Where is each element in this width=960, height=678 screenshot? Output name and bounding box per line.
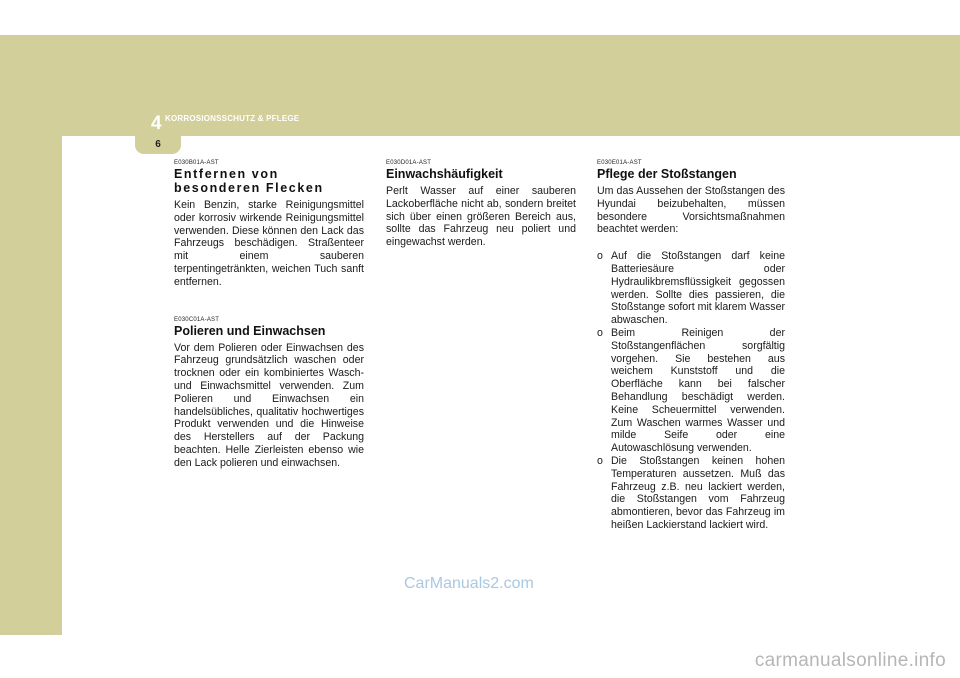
section-wax-frequency: [386, 160, 576, 249]
bullet-item: [597, 327, 785, 455]
bullet-item: [597, 250, 785, 327]
section-body: Kein Benzin, starke Reinigungsmittel oder korrosiv wirkende Reinigungsmittel verwenden. Diese können den Lack das Fahrzeugs beschädigen. Straßenteer mit einem sauberen terpentingetränkten, weichen Tuch sanft entfernen.: [174, 199, 364, 288]
page-number: 6: [155, 139, 161, 150]
chapter-number: 4: [151, 113, 162, 134]
section-code: E030D01A-AST: [386, 160, 432, 166]
section-title: Einwachshäufigkeit: [386, 167, 503, 181]
bullet-item: [597, 455, 785, 532]
section-code: E030E01A-AST: [597, 160, 642, 166]
section-title: Polieren und Einwachsen: [174, 323, 326, 338]
bullet-text: Beim Reinigen der Stoßstangenflächen sorgfältig vorgehen. Sie bestehen aus weichem Kunststoff und die Oberfläche kann bei falscher Behandlung beschädigt werden. Keine Scheuermittel verwenden. Zum Waschen warmes Wasser und milde Seife oder eine Autowaschlösung verwenden.: [611, 326, 785, 455]
bullet-marker: o: [597, 250, 603, 263]
bullet-marker: o: [597, 454, 603, 467]
header-band: [0, 35, 960, 136]
bullet-marker: o: [597, 326, 603, 339]
section-code: E030B01A-AST: [174, 160, 219, 166]
watermark-carmanualsonline[interactable]: carmanualsonline.info: [754, 650, 946, 671]
section-bumper-care: [597, 160, 785, 532]
column-1: [174, 160, 364, 470]
section-polish-wax: [174, 317, 364, 470]
section-title: Entfernen von besonderen Flecken: [174, 167, 324, 195]
bullet-text: Auf die Stoßstangen darf keine Batteriesäure oder Hydraulikbremsflüssigkeit gegossen werden. Sollte dies passieren, die Stoßstange sofort mit klarem Wasser abwaschen.: [611, 250, 785, 327]
section-body: Perlt Wasser auf einer sauberen Lackoberfläche nicht ab, sondern breitet sich über einen größeren Bereich aus, sollte das Fahrzeug neu poliert und eingewachst werden.: [386, 185, 576, 249]
left-margin-strip: [0, 35, 62, 635]
section-title: Pflege der Stoßstangen: [597, 167, 737, 181]
column-2: [386, 160, 576, 249]
bullet-text: Die Stoßstangen keinen hohen Temperaturen aussetzen. Muß das Fahrzeug z.B. neu lackiert werden, die Stoßstangen vom Fahrzeug abmontieren, bevor das Fahrzeug im heißen Lackierstand lackiert wird.: [611, 454, 785, 531]
bullet-list: [597, 250, 785, 532]
section-intro: Um das Aussehen der Stoßstangen des Hyundai beizubehalten, müssen besondere Vorsichtsmaßnahmen beachtet werden:: [597, 185, 785, 236]
column-3: [597, 160, 785, 532]
section-code: E030C01A-AST: [174, 316, 220, 323]
watermark-carmanuals2[interactable]: CarManuals2.com: [404, 575, 534, 592]
section-stains: [174, 160, 364, 289]
chapter-title: KORROSIONSSCHUTZ & PFLEGE: [165, 114, 300, 123]
section-body: Vor dem Polieren oder Einwachsen des Fahrzeug grundsätzlich waschen oder trocknen oder ein kombiniertes Wasch-und Einwachsmittel verwenden. Zum Polieren und Einwachsen ein handelsübliches, qualitativ hochwertiges Produkt verwenden und die Hinweise des Herstellers auf der Packung beachten. Helle Zierleisten ebenso wie den Lack polieren und einwachsen.: [174, 341, 364, 469]
